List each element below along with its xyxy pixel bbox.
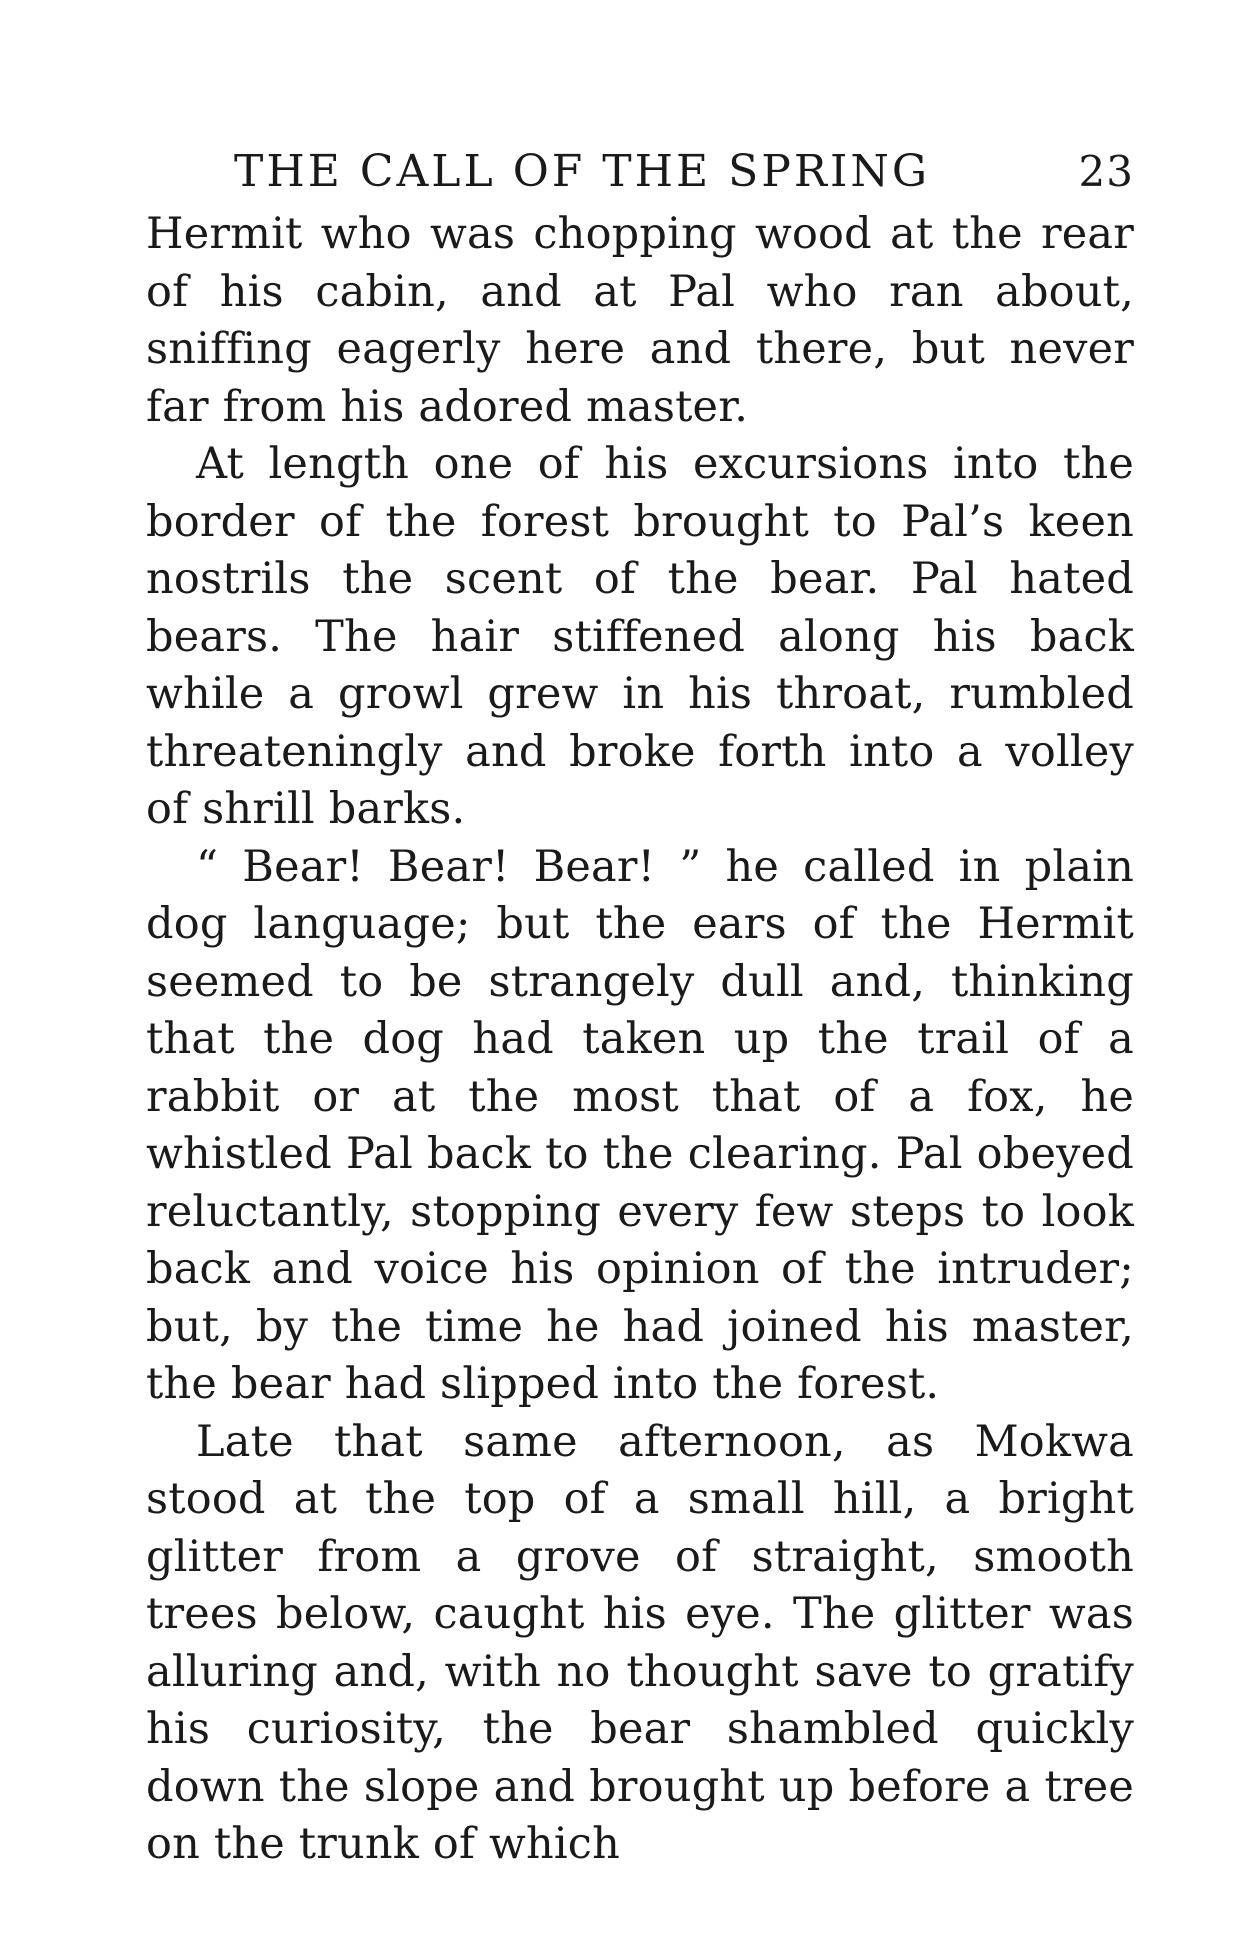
page-number: 23 (1078, 147, 1134, 196)
chapter-title: THE CALL OF THE SPRING (234, 146, 931, 197)
paragraph: Late that same afternoon, as Mokwa stood at the top of a small hill, a bright glitter from a grove of straight, smooth trees below, caught his eye. The glitter was alluring and, with no thought save to gratify his curiosity, the bear shambled quickly down the slope and brought up before a tree on the trunk of which (146, 1416, 1134, 1869)
running-head (146, 140, 1134, 204)
book-page (146, 140, 1134, 1874)
paragraph: At length one of his excursions into the border of the forest brought to Pal’s keen nostrils the scent of the bear. Pal hated bears. The hair stiffened along his back while a growl grew in his throat, rumbled threateningly and broke forth into a volley of shrill barks. (146, 439, 1134, 834)
paragraph: “ Bear! Bear! Bear! ” he called in plain dog language; but the ears of the Hermit seemed to be strangely dull and, thinking that the dog had taken up the trail of a rabbit or at the most that of a fox, he whistled Pal back to the clearing. Pal obeyed reluctantly, stopping every few steps to look back and voice his opinion of the intruder; but, by the time he had joined his master, the bear had slipped into the forest. (146, 841, 1134, 1409)
paragraph-continued: Hermit who was chopping wood at the rear of his cabin, and at Pal who ran about, sniffing eagerly here and there, but never far from his adored master. (146, 209, 1134, 432)
body-text (146, 206, 1134, 1874)
